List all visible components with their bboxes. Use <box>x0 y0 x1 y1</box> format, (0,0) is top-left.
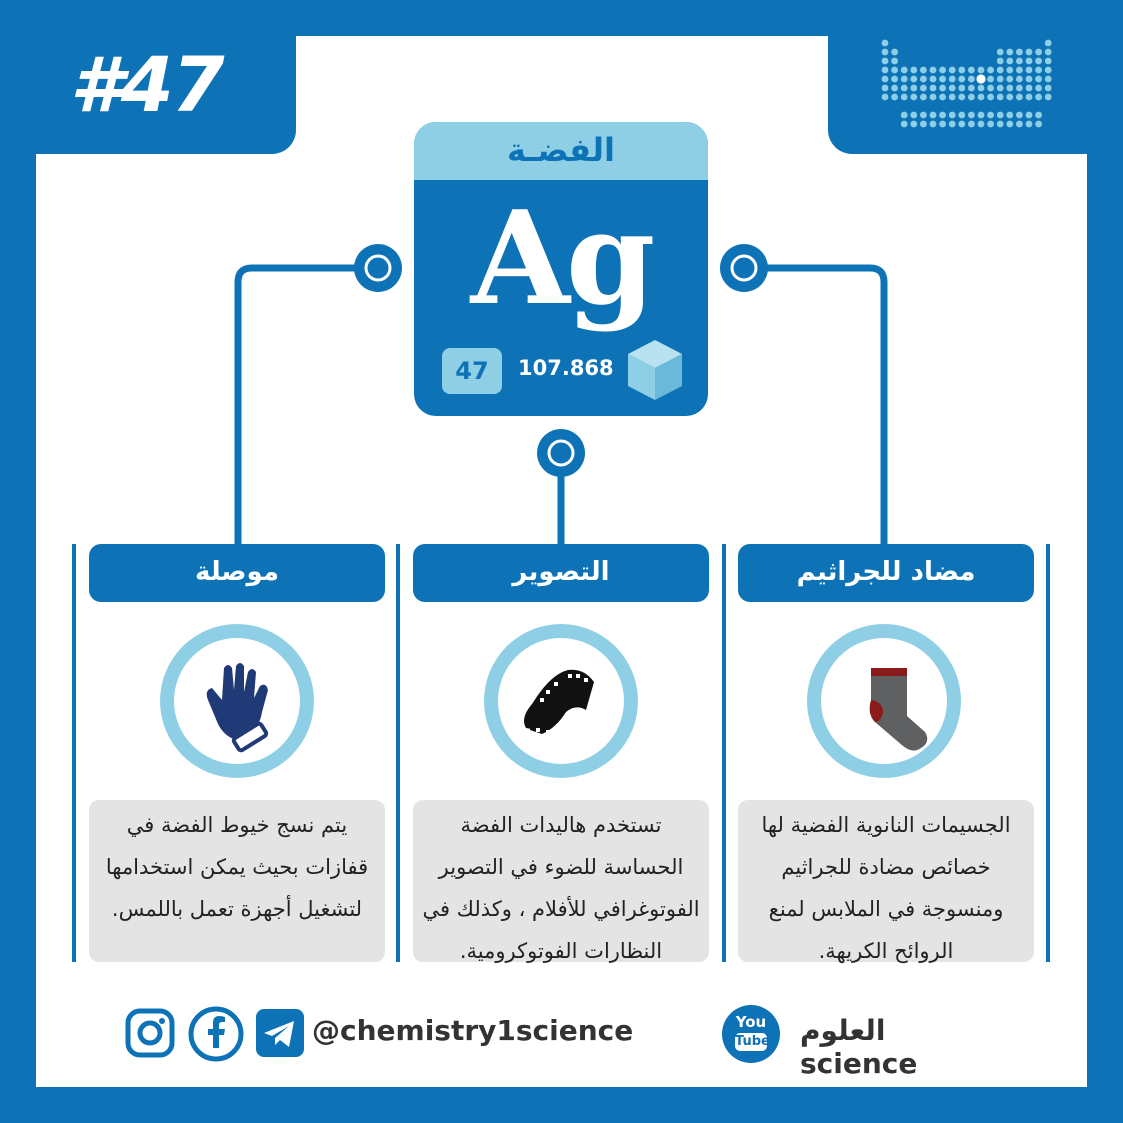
header-conductive: موصلة <box>89 544 385 602</box>
sock-icon <box>821 638 947 764</box>
element-card <box>414 122 708 416</box>
glove-icon-circle <box>160 624 314 778</box>
channel-name[interactable]: العلوم science <box>800 1014 918 1080</box>
youtube-you-text: You <box>735 1013 767 1031</box>
youtube-icon[interactable] <box>722 1005 780 1063</box>
atomic-mass: 107.868 <box>518 356 614 380</box>
column-divider <box>72 544 76 962</box>
social-handle[interactable]: @chemistry1science <box>312 1014 634 1047</box>
description-text: يتم نسج خيوط الفضة في قفازات بحيث يمكن استخدامها لتشغيل أجهزة تعمل باللمس. <box>105 813 369 921</box>
glove-icon <box>174 638 300 764</box>
facebook-icon[interactable] <box>188 1006 244 1062</box>
description-conductive <box>89 800 385 962</box>
description-text: الجسيمات النانوية الفضية لها خصائص مضادة للجراثيم ومنسوجة في الملابس لمنع الروائح الكريهة. <box>761 813 1011 963</box>
instagram-icon[interactable] <box>124 1007 176 1059</box>
atomic-number: 47 <box>442 348 502 394</box>
header-antibacterial: مضاد للجراثيم <box>738 544 1034 602</box>
column-divider <box>396 544 400 962</box>
cube-icon <box>626 338 684 402</box>
element-symbol: Ag <box>470 184 652 334</box>
film-strip-icon <box>498 638 624 764</box>
description-photography <box>413 800 709 962</box>
element-name: الفضـة <box>507 131 615 169</box>
column-divider <box>1046 544 1050 962</box>
element-badge-number: #47 <box>70 40 223 129</box>
telegram-icon[interactable] <box>254 1007 306 1059</box>
description-text: تستخدم هاليدات الفضة الحساسة للضوء في التصوير الفوتوغرافي للأفلام ، وكذلك في النظارات الفوتوكرومية. <box>422 813 700 963</box>
youtube-tube-text: Tube <box>735 1034 770 1049</box>
film-icon-circle <box>484 624 638 778</box>
column-divider <box>722 544 726 962</box>
description-antibacterial <box>738 800 1034 962</box>
header-photography: التصوير <box>413 544 709 602</box>
sock-icon-circle <box>807 624 961 778</box>
